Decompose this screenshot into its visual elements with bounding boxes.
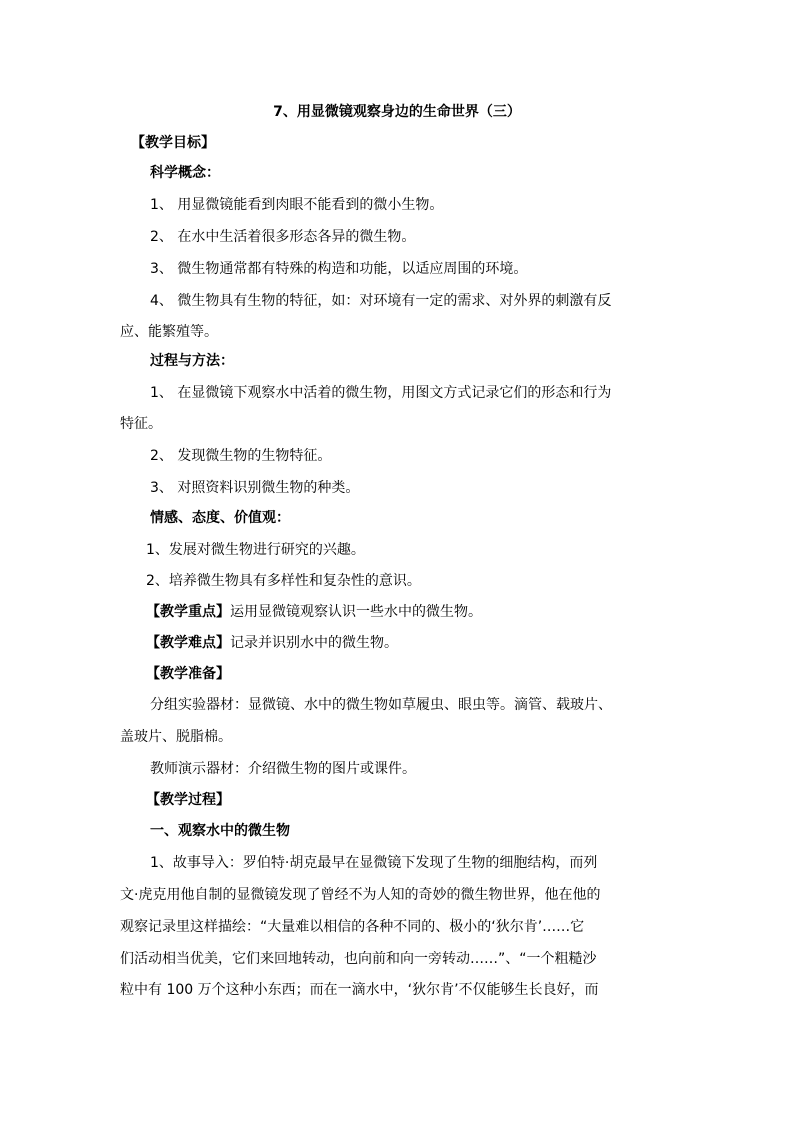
preparation-line-continued: 盖玻片、脱脂棉。 [120,729,232,745]
paragraph-line: 文·虎克用他自制的显微镜发现了曾经不为人知的奇妙的微生物世界，他在他的 [120,887,601,903]
paragraph-line: 们活动相当优美，它们来回地转动，也向前和向一旁转动……”、“一个粗糙沙 [120,951,597,967]
difficulty-label: 【教学难点】 [146,635,230,651]
science-concept-item: 4、 微生物具有生物的特征，如：对环境有一定的需求、对外界的刺激有反 [150,293,612,309]
paragraph-line: 观察记录里这样描绘：“大量难以相信的各种不同的、极小的‘狄尔肯’……它 [120,919,585,935]
difficulty-row [146,635,398,651]
key-point-row [146,604,482,620]
preparation-line: 教师演示器材：介绍微生物的图片或课件。 [150,761,416,777]
paragraph-line: 1、故事导入：罗伯特·胡克最早在显微镜下发现了生物的细胞结构，而列 [150,855,598,871]
process-method-item: 3、 对照资料识别微生物的种类。 [150,480,360,496]
attitude-item: 1、发展对微生物进行研究的兴趣。 [146,542,365,558]
attitudes-heading: 情感、态度、价值观： [150,510,290,526]
process-method-item: 1、 在显微镜下观察水中活着的微生物，用图文方式记录它们的形态和行为 [150,385,612,401]
process-method-item: 2、 发现微生物的生物特征。 [150,448,332,464]
process-heading: 【教学过程】 [146,792,230,808]
document-title: 7、用显微镜观察身边的生命世界（三） [273,104,521,120]
science-concept-item: 2、 在水中生活着很多形态各异的微生物。 [150,229,416,245]
key-point-text: 运用显微镜观察认识一些水中的微生物。 [230,604,482,620]
objectives-heading: 【教学目标】 [131,135,215,151]
science-concept-item: 3、 微生物通常都有特殊的构造和功能，以适应周围的环境。 [150,261,528,277]
science-concepts-heading: 科学概念： [150,165,220,181]
process-methods-heading: 过程与方法： [150,353,234,369]
preparation-heading: 【教学准备】 [146,666,230,682]
science-concept-item-continued: 应、能繁殖等。 [120,324,218,340]
science-concept-item: 1、 用显微镜能看到肉眼不能看到的微小生物。 [150,197,444,213]
section-1-heading: 一、观察水中的微生物 [150,823,290,839]
paragraph-line: 粒中有 100 万个这种小东西；而在一滴水中，‘狄尔肯’不仅能够生长良好，而 [120,982,599,998]
process-method-item-continued: 特征。 [120,416,162,432]
difficulty-text: 记录并识别水中的微生物。 [230,635,398,651]
preparation-line: 分组实验器材：显微镜、水中的微生物如草履虫、眼虫等。滴管、载玻片、 [150,697,612,713]
key-point-label: 【教学重点】 [146,604,230,620]
attitude-item: 2、培养微生物具有多样性和复杂性的意识。 [146,573,421,589]
